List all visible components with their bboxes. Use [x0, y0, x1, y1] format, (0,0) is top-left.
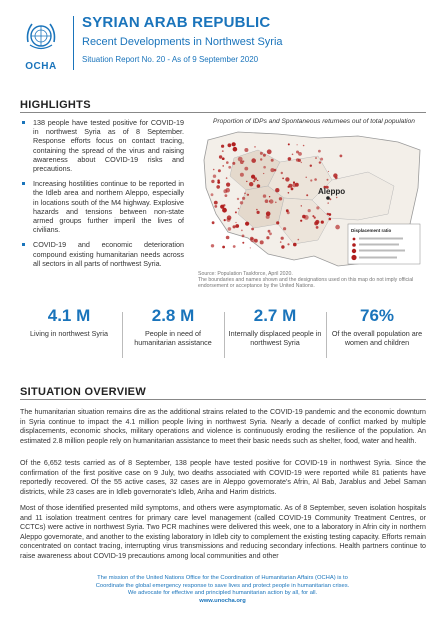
- map-dot: [253, 180, 255, 182]
- map-dot: [263, 166, 266, 169]
- map-dot: [280, 241, 282, 243]
- map-dot: [233, 147, 238, 152]
- map-dot: [243, 160, 245, 162]
- map-dot: [223, 189, 227, 193]
- stat-label: People in need of humanitarian assistance: [134, 329, 212, 347]
- map-dot: [275, 202, 277, 204]
- map-dot: [292, 183, 296, 187]
- map-dot: [226, 236, 230, 240]
- map-dot: [213, 175, 216, 178]
- map-dot: [276, 221, 279, 224]
- map-dot: [266, 215, 270, 219]
- map-dot: [218, 169, 221, 172]
- displacement-map: [198, 128, 426, 268]
- map-dot: [222, 165, 224, 167]
- map-dot: [235, 224, 239, 228]
- map-dot: [244, 193, 246, 195]
- map-dot: [297, 144, 298, 145]
- map-dot: [240, 201, 243, 204]
- map-dot: [292, 154, 294, 156]
- map-dot: [287, 243, 289, 245]
- map-dot: [225, 194, 228, 197]
- map-dot: [257, 184, 261, 188]
- highlights-rule: [20, 112, 426, 113]
- map-dot: [318, 150, 321, 153]
- map-dot: [250, 238, 255, 243]
- map-dot: [241, 230, 243, 232]
- report-header: [0, 0, 445, 82]
- map-dot: [222, 150, 224, 152]
- map-dot: [235, 222, 236, 223]
- map-dot: [268, 230, 271, 233]
- map-caption: Proportion of IDPs and Spontaneous returnees out of total population: [213, 118, 415, 125]
- city-label-aleppo: Aleppo: [318, 187, 346, 196]
- map-dot: [235, 211, 237, 213]
- map-dot: [298, 239, 300, 241]
- situation-overview-heading: SITUATION OVERVIEW: [20, 386, 147, 398]
- map-dot: [260, 240, 264, 244]
- map-dot: [301, 205, 302, 206]
- map-dot: [257, 180, 258, 181]
- map-dot: [226, 177, 228, 179]
- map-dot: [249, 182, 253, 186]
- map-dot: [211, 244, 214, 247]
- city-marker-icon: [326, 196, 330, 200]
- map-dot: [212, 221, 215, 224]
- map-dot: [227, 215, 232, 220]
- map-dot: [270, 168, 274, 172]
- map-dot: [228, 166, 231, 169]
- stat-value: 2.7 M: [253, 306, 297, 325]
- map-dot: [263, 154, 266, 157]
- map-dot: [303, 145, 305, 147]
- map-dot: [238, 208, 240, 210]
- map-dot: [217, 179, 219, 181]
- map-dot: [288, 192, 290, 194]
- map-dot: [333, 173, 337, 177]
- map-dot: [224, 219, 226, 221]
- map-dot: [310, 165, 312, 167]
- map-dot: [238, 157, 243, 162]
- map-dot: [327, 179, 329, 181]
- stat-value: 4.1 M: [47, 306, 91, 325]
- ocha-website-link[interactable]: www.unocha.org: [199, 597, 246, 604]
- map-dot: [285, 177, 289, 181]
- map-dot: [256, 209, 258, 211]
- map-dot: [260, 152, 263, 155]
- map-dot: [286, 209, 289, 212]
- map-source-note: Source: Population Taskforce, April 2020. The boundaries and names shown and the designations used on this map do not imply official endorsement or acceptance by the United Nations.: [198, 271, 414, 290]
- map-dot: [245, 222, 249, 226]
- map-dot: [310, 179, 312, 181]
- report-number-date: Situation Report No. 20 - As of 9 September 2020: [82, 55, 259, 64]
- bullet-icon: [22, 243, 25, 246]
- map-dot: [321, 221, 324, 224]
- map-dot: [263, 173, 264, 174]
- key-figures: [20, 306, 426, 366]
- report-title: SYRIAN ARAB REPUBLIC: [82, 14, 271, 31]
- highlight-item: COVID-19 and economic deterioration compound existing humanitarian needs across all sectors in all parts of northwest Syria.: [22, 240, 184, 268]
- map-dot: [288, 157, 292, 161]
- map-dot: [247, 194, 249, 196]
- situation-rule: [20, 399, 426, 400]
- map-dot: [228, 227, 232, 231]
- map-dot: [328, 171, 329, 172]
- report-subtitle: Recent Developments in Northwest Syria: [82, 36, 283, 48]
- map-dot: [269, 201, 270, 202]
- map-dot: [306, 194, 308, 196]
- stat-population: [20, 306, 118, 339]
- map-dot: [296, 158, 300, 162]
- map-dot: [269, 232, 272, 235]
- map-dot: [260, 158, 262, 160]
- map-dot: [233, 225, 236, 228]
- stat-value: 76%: [359, 306, 395, 325]
- map-dot: [279, 197, 282, 200]
- map-dot: [232, 142, 236, 146]
- bullet-icon: [22, 182, 25, 185]
- map-dot: [314, 178, 317, 181]
- map-dot: [242, 235, 245, 238]
- map-dot: [251, 175, 255, 179]
- map-dot: [214, 201, 218, 205]
- map-dot: [293, 243, 297, 247]
- mission-footer: The mission of the United Nations Office for the Coordination of Humanitarian Affairs (OCHA) is to Coordinate the global emergency response to save lives and protect people in humanitarian crises. We advocate for effective and principled humanitarian action by all, for all. www.unocha.org: [70, 575, 375, 605]
- stat-label: Living in northwest Syria: [30, 329, 108, 338]
- map-dot: [222, 208, 227, 213]
- map-dot: [301, 162, 302, 163]
- map-dot: [226, 183, 230, 187]
- map-dot: [314, 221, 318, 225]
- map-dot: [281, 245, 284, 248]
- stat-divider: [122, 312, 123, 358]
- highlights-heading: HIGHLIGHTS: [20, 99, 91, 111]
- map-dot: [308, 209, 311, 212]
- map-dot: [271, 159, 274, 162]
- map-legend: [348, 224, 420, 264]
- map-dot: [250, 247, 251, 248]
- stat-label: Internally displaced people in northwest Syria: [228, 329, 322, 347]
- map-dot: [263, 194, 266, 197]
- map-dot: [213, 169, 215, 171]
- map-dot: [315, 157, 317, 159]
- map-dot: [251, 228, 254, 231]
- map-dot: [226, 161, 229, 164]
- bullet-icon: [22, 121, 25, 124]
- map-dot: [267, 149, 272, 154]
- map-dot: [219, 155, 222, 158]
- map-dot: [281, 237, 284, 240]
- highlights-list: [22, 118, 184, 274]
- stat-divider: [224, 312, 225, 358]
- ocha-logo: [18, 18, 64, 72]
- stat-divider: [326, 312, 327, 358]
- ocha-wordmark: OCHA: [25, 61, 57, 72]
- map-dot: [336, 197, 337, 198]
- map-dot: [266, 236, 269, 239]
- legend-title: Displacement ratio: [351, 228, 392, 233]
- map-dot: [335, 225, 340, 230]
- stat-value: 2.8 M: [151, 306, 195, 325]
- paragraph: Most of those identified presented mild symptoms, and others were asymptomatic. As of 8 September, seven isolation hospitals and 11 isolation treatment centres for primary care level management (called COVID-19 Community Treatment Centres, or CCTCs) were active in northwest Syria. Two PCR machines were delivered this week, one to a laboratory in Afrin city in northern Aleppo governorate, and another to the existing laboratory in Idleb city to complement the existing testing capacity. Efforts remain concentrated on contact tracing, interrupting virus transmissions and reducing secondary infections. Health partners continue to raise awareness about COVID-19 precautions among local communities and other: [20, 504, 426, 560]
- map-dot: [222, 246, 225, 249]
- map-dot: [304, 215, 309, 220]
- map-dot: [214, 205, 217, 208]
- map-dot: [288, 184, 292, 188]
- header-divider: [73, 16, 74, 70]
- map-dot: [288, 143, 290, 145]
- map-dot: [312, 215, 314, 217]
- map-dot: [244, 167, 248, 171]
- highlight-item: 138 people have tested positive for COVID-19 in northwest Syria as of 8 September. Response efforts focus on contact tracing, containing the spread of the virus and raising awareness about COVID-19 risks and precautions.: [22, 118, 184, 173]
- map-dot: [283, 227, 286, 230]
- map-dot: [282, 178, 284, 180]
- map-dot: [300, 220, 302, 222]
- map-dot: [211, 180, 214, 183]
- map-dot: [242, 197, 245, 200]
- map-dot: [327, 213, 329, 215]
- stat-idps: [226, 306, 324, 347]
- map-dot: [257, 211, 260, 214]
- map-dot: [221, 145, 224, 148]
- map-dot: [329, 218, 332, 221]
- stat-women-children: [328, 306, 426, 347]
- map-dot: [228, 143, 232, 147]
- map-dot: [242, 242, 244, 244]
- map-dot: [216, 185, 220, 189]
- map-dot: [281, 172, 283, 174]
- map-dot: [327, 202, 329, 204]
- un-emblem-icon: [23, 18, 59, 54]
- map-dot: [222, 158, 224, 160]
- map-dot: [246, 181, 247, 182]
- map-dot: [237, 198, 239, 200]
- map-dot: [275, 188, 279, 192]
- map-dot: [269, 196, 270, 197]
- map-dot: [233, 245, 236, 248]
- map-dot: [251, 158, 256, 163]
- map-dot: [316, 226, 319, 229]
- stat-label: Of the overall population are women and children: [331, 329, 423, 347]
- paragraph: Of the 6,652 tests carried as of 8 September, 138 people have tested positive for COVID-19 in northwest Syria. Since the confirmation of the first positive case on 9 July, two deaths associated with COVID-19 were reported while 81 patients have reportedly recovered. Of the 55 active cases, 32 cases are in Aleppo governorate's Afrin, Al Bab, Jarablus and Jebel Saman districts, while 23 cases are in Idleb governorate's Idleb, Ariha and Harim districts.: [20, 459, 426, 496]
- map-dot: [320, 158, 323, 161]
- map-dot: [232, 162, 235, 165]
- map-dot: [265, 199, 269, 203]
- map-dot: [316, 206, 319, 209]
- map-dot: [244, 148, 248, 152]
- paragraph: The humanitarian situation remains dire as the additional strains related to the COVID-19 pandemic and the economic downturn in Syria continue to impact the 4.1 million people living in northwest Syria. Nearly a decade of conflict marked by multiple displacements, economic shocks, military operations and violence is continuously eroding the resilience of the population. An estimated 2.8 million people rely on humanitarian assistance to meet their basic needs such as shelter, food, water and health.: [20, 408, 426, 445]
- map-dot: [298, 152, 302, 156]
- map-dot: [319, 161, 321, 163]
- map-dot: [340, 155, 343, 158]
- highlight-item: Increasing hostilities continue to be reported in the Idleb area and northern Aleppo, especially in locations south of the M4 highway. Explosive hazards and tensions between non-state armed groups further imperil the lives of civilians.: [22, 179, 184, 234]
- map-dot: [240, 173, 244, 177]
- map-dot: [291, 188, 294, 191]
- map-dot: [211, 193, 214, 196]
- map-dot: [306, 177, 307, 178]
- stat-people-in-need: [124, 306, 222, 347]
- map-dot: [254, 146, 255, 147]
